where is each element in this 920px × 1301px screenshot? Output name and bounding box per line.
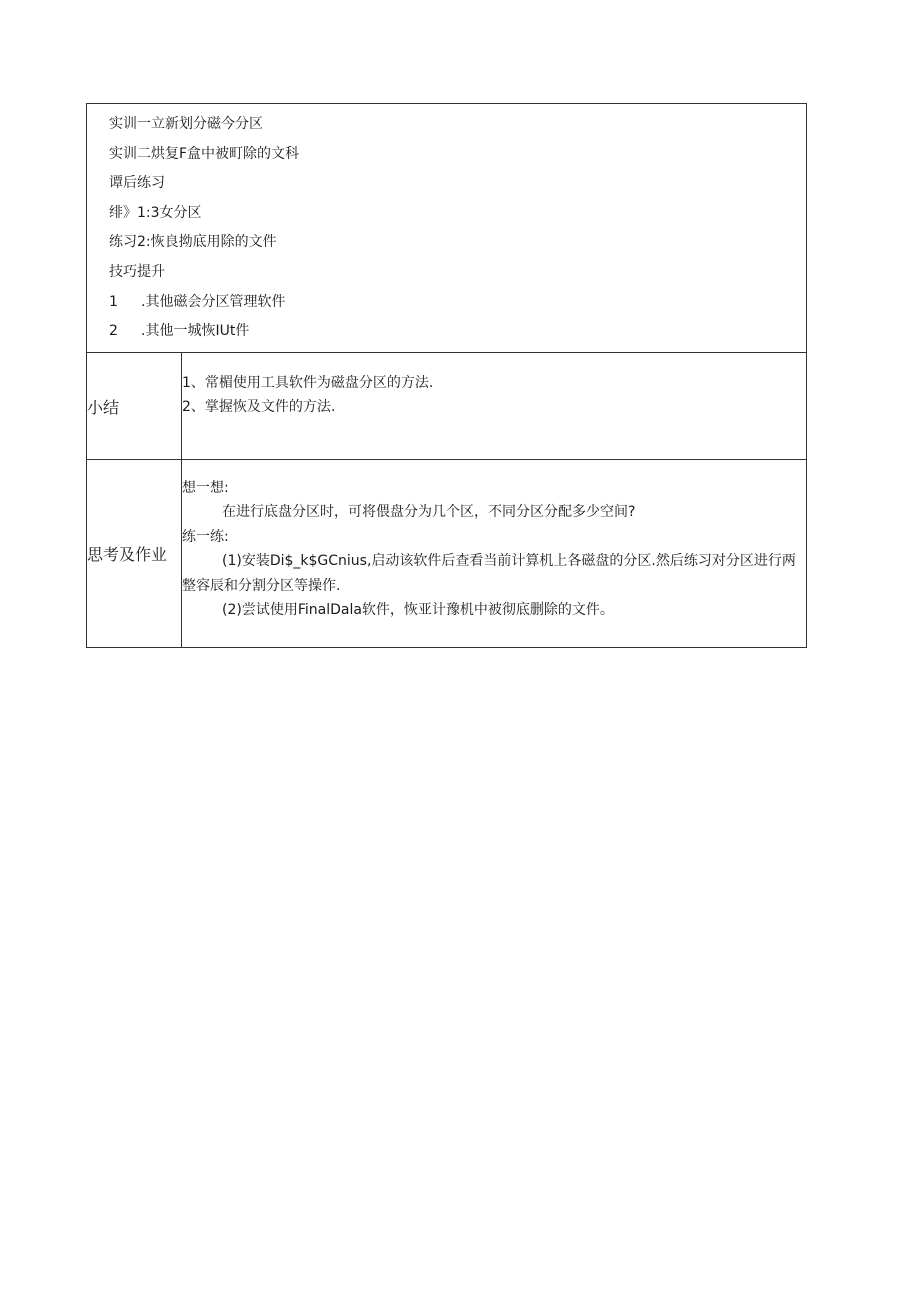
- plan-line-number: 1: [109, 293, 118, 310]
- summary-content-cell: [182, 353, 807, 460]
- plan-line-text: 实训二烘复F盒中被町除的文科: [109, 145, 300, 162]
- plan-line: [109, 228, 806, 258]
- think-question: 在进行底盘分区时，可将偎盘分为几个区，不同分区分配多少空间?: [222, 504, 636, 521]
- plan-cell: [87, 104, 807, 353]
- summary-label: 小结: [87, 397, 120, 417]
- plan-line: [109, 288, 806, 318]
- homework-label: 思考及作业: [87, 545, 168, 564]
- plan-row: [87, 104, 807, 353]
- homework-content-cell: [182, 460, 807, 648]
- plan-line-text: 实训一立新划分磁今分区: [109, 116, 263, 132]
- practice-item: (2)尝试使用FinalDala软件，恢亚计豫机中被彻底删除的文件。: [222, 602, 614, 619]
- summary-item: 2、掌握恢及文件的方法.: [182, 399, 336, 415]
- summary-item: 1、常楣使用工具软件为磁盘分区的方法.: [182, 375, 434, 391]
- plan-line-text: 绯》1:3女分区: [109, 204, 202, 221]
- think-heading: 想一想:: [182, 480, 229, 496]
- plan-line: [109, 258, 806, 288]
- plan-line: [109, 169, 806, 199]
- plan-line-text: .其他磁会分区管理软件: [141, 293, 286, 310]
- practice-heading: 练一练:: [182, 528, 229, 545]
- homework-row: [87, 460, 807, 648]
- plan-line: [109, 110, 806, 140]
- practice-item: (1)安装Di$_k$GCnius,启动该软件后查看当前计算机上各磁盘的分区.然后练习对分区进行两整容辰和分割分区等操作.: [182, 553, 796, 594]
- plan-line: [109, 199, 806, 229]
- summary-row: [87, 353, 807, 460]
- plan-line-text: 练习2:恢良拗底用除的文件: [109, 234, 277, 251]
- homework-label-cell: [87, 460, 182, 648]
- plan-line-number: 2: [109, 323, 118, 340]
- plan-line: [109, 140, 806, 170]
- summary-label-cell: [87, 353, 182, 460]
- plan-line-text: 谭后练习: [109, 175, 165, 192]
- plan-line-text: .其他一城恢IUt件: [141, 323, 250, 340]
- plan-line: [109, 317, 806, 347]
- plan-line-text: 技巧提升: [109, 263, 165, 280]
- lesson-table: [86, 103, 807, 648]
